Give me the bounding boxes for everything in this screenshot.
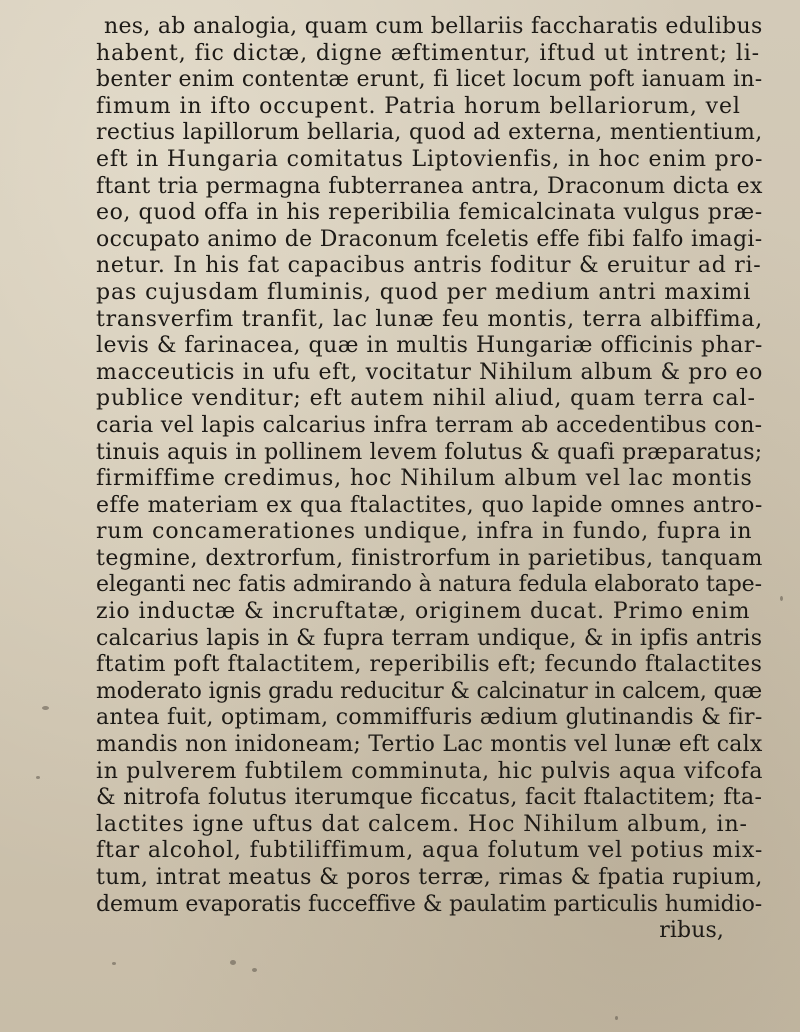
text-line: rectius lapillorum bellaria, quod ad externa, mentientium, — [96, 120, 763, 146]
text-line: mandis non inidoneam; Tertio Lac montis vel lunæ eft calx — [96, 732, 763, 758]
text-line: ftant tria permagna fubterranea antra, Draconum dicta ex — [96, 173, 763, 199]
paper-speck — [615, 1016, 618, 1020]
paper-speck — [230, 960, 236, 965]
text-line: firmiffime credimus, hoc Nihilum album vel lac montis — [96, 466, 753, 492]
text-line: eo, quod offa in his reperibilia femicalcinata vulgus præ- — [96, 200, 763, 226]
text-line: effe materiam ex qua ftalactites, quo lapide omnes antro- — [96, 492, 763, 518]
text-line: & nitrofa folutus iterumque ficcatus, facit ftalactitem; fta- — [96, 785, 763, 811]
text-line: ftar alcohol, fubtiliffimum, aqua folutum vel potius mix- — [96, 838, 764, 864]
text-line: in pulverem fubtilem comminuta, hic pulvis aqua vifcofa — [96, 758, 764, 784]
text-line: antea fuit, optimam, commiffuris ædium glutinandis & fir- — [96, 705, 763, 731]
text-line: caria vel lapis calcarius infra terram ab accedentibus con- — [96, 412, 763, 438]
text-line: benter enim contentæ erunt, fi licet locum poft ianuam in- — [96, 67, 763, 93]
paper-speck — [252, 968, 257, 972]
text-line: tinuis aquis in pollinem levem folutus & quafi præparatus; — [96, 439, 763, 465]
text-line: transverfim tranfit, lac lunæ feu montis, terra albiffima, — [96, 306, 763, 332]
text-line: nes, ab analogia, quam cum bellariis faccharatis edulibus — [104, 14, 763, 39]
text-line: moderato ignis gradu reducitur & calcinatur in calcem, quæ — [96, 678, 763, 704]
text-line: occupato animo de Draconum fceletis effe fibi falfo imagi- — [96, 226, 763, 252]
text-line: fimum in ifto occupent. Patria horum bellariorum, vel — [96, 93, 741, 119]
text-line: levis & farinacea, quæ in multis Hungariæ officinis phar- — [96, 333, 763, 359]
text-line: netur. In his fat capacibus antris foditur & eruitur ad ri- — [96, 253, 762, 279]
text-line: eleganti nec fatis admirando à natura fedula elaborato tape- — [96, 572, 762, 598]
paper-speck — [112, 962, 116, 965]
text-line: publice venditur; eft autem nihil aliud, quam terra cal- — [96, 386, 756, 412]
text-line: macceuticis in ufu eft, vocitatur Nihilum album & pro eo — [96, 359, 763, 385]
text-line: demum evaporatis fucceffive & paulatim particulis humidio- — [96, 891, 763, 917]
catchword: ribus, — [659, 918, 724, 944]
text-line: rum concamerationes undique, infra in fundo, fupra in — [96, 519, 753, 545]
text-line: calcarius lapis in & fupra terram undique, & in ipfis antris — [96, 625, 763, 651]
text-line: tegmine, dextrorfum, finistrorfum in parietibus, tanquam — [96, 545, 763, 571]
text-line: eft in Hungaria comitatus Liptovienfis, in hoc enim pro- — [96, 146, 764, 172]
body-text — [96, 14, 768, 945]
text-line: tum, intrat meatus & poros terræ, rimas & fpatia rupium, — [96, 865, 763, 890]
text-line: lactites igne uftus dat calcem. Hoc Nihilum album, in- — [96, 811, 748, 837]
text-line: zio inductæ & incruftatæ, originem ducat. Primo enim — [96, 599, 751, 625]
text-line: ftatim poft ftalactitem, reperibilis eft; fecundo ftalactites — [96, 652, 763, 678]
paper-speck — [36, 776, 40, 779]
paper-speck — [42, 706, 49, 710]
text-line: habent, fic dictæ, digne æftimentur, iftud ut intrent; li- — [96, 40, 761, 66]
paper-speck — [780, 596, 783, 601]
text-line: pas cujusdam fluminis, quod per medium antri maximi — [96, 279, 752, 305]
